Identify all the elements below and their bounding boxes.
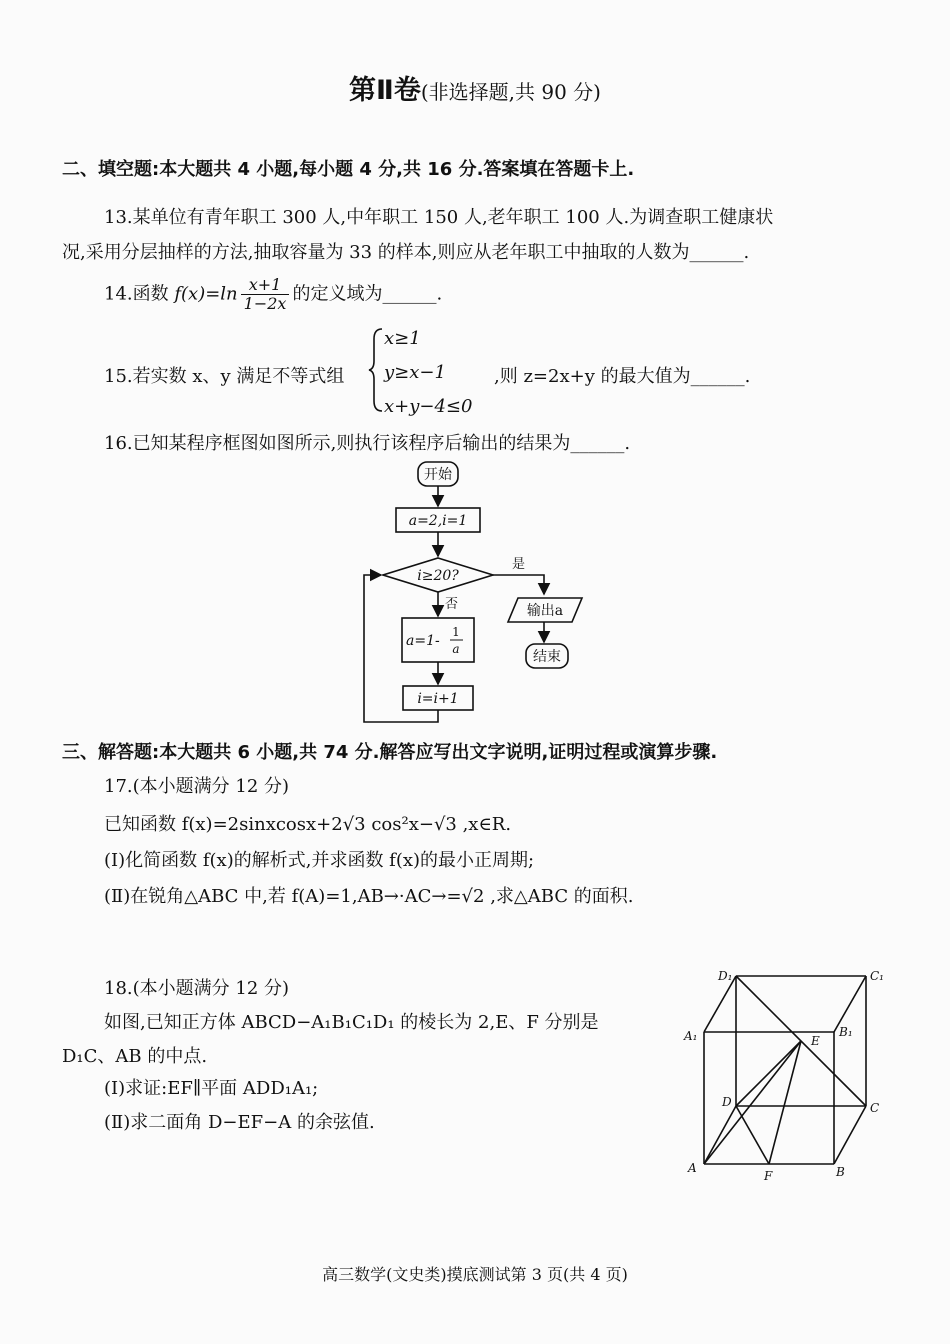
- flow-condition-label: i≥20?: [417, 568, 459, 584]
- q14: [104, 276, 442, 313]
- q15-suffix: ,则 z=2x+y 的最大值为______.: [494, 366, 751, 387]
- q13-line2: 况,采用分层抽样的方法,抽取容量为 33 的样本,则应从老年职工中抽取的人数为______.: [62, 242, 750, 263]
- q15-constraint-3: x+y−4≤0: [384, 396, 473, 417]
- flow-start-label: 开始: [424, 467, 452, 483]
- flow-assign-prefix: a=1-: [406, 633, 440, 649]
- section3-heading: 三、解答题:本大题共 6 小题,共 74 分.解答应写出文字说明,证明过程或演算步骤.: [62, 742, 718, 763]
- cube-label-B: B: [836, 1165, 845, 1179]
- cube-label-F: F: [764, 1169, 773, 1183]
- cube-label-C: C: [870, 1101, 880, 1115]
- cube-label-A1: A₁: [684, 1029, 698, 1043]
- cube-label-B1: B₁: [839, 1025, 853, 1039]
- q13-line1: 13.某单位有青年职工 300 人,中年职工 150 人,老年职工 100 人.为调查职工健康状: [104, 207, 774, 228]
- q17-part2: (Ⅱ)在锐角△ABC 中,若 f(A)=1,AB→·AC→=√2 ,求△ABC 的面积.: [104, 886, 634, 907]
- q15-prefix: 15.若实数 x、y 满足不等式组: [104, 366, 345, 387]
- q14-denominator: 1−2x: [243, 294, 287, 313]
- q14-fraction: [241, 276, 290, 313]
- q17-line1: 已知函数 f(x)=2sinxcosx+2√3 cos²x−√3 ,x∈R.: [104, 814, 512, 835]
- q16-text: 16.已知某程序框图如图所示,则执行该程序后输出的结果为______.: [104, 433, 631, 454]
- section2-heading: 二、填空题:本大题共 4 小题,每小题 4 分,共 16 分.答案填在答题卡上.: [62, 159, 635, 180]
- page-title: [0, 68, 950, 107]
- cube-label-D: D: [722, 1095, 732, 1109]
- q18-part1: (Ⅰ)求证:EF∥平面 ADD₁A₁;: [104, 1078, 319, 1099]
- title-sub: (非选择题,共 90 分): [420, 80, 601, 104]
- q14-suffix: 的定义域为______.: [292, 283, 443, 305]
- cube-label-C1: C₁: [870, 969, 884, 983]
- cube-diagram: [680, 960, 900, 1188]
- q17-part1: (Ⅰ)化简函数 f(x)的解析式,并求函数 f(x)的最小正周期;: [104, 850, 535, 871]
- cube-label-D1: D₁: [718, 969, 733, 983]
- flow-yes-label: 是: [512, 557, 526, 572]
- q18-line1: 如图,已知正方体 ABCD−A₁B₁C₁D₁ 的棱长为 2,E、F 分别是: [104, 1012, 599, 1033]
- flow-output-label: 输出a: [526, 603, 564, 619]
- q15-brace: [368, 327, 384, 413]
- q14-func: f(x)=ln: [174, 283, 238, 305]
- flow-assign-num: 1: [452, 625, 460, 639]
- q17-head: 17.(本小题满分 12 分): [104, 776, 290, 797]
- flow-assign-den: a: [452, 642, 460, 656]
- q14-numerator: x+1: [241, 276, 290, 295]
- q15-constraint-2: y≥x−1: [384, 362, 446, 383]
- q18-head: 18.(本小题满分 12 分): [104, 978, 290, 999]
- flowchart: [350, 456, 610, 728]
- q15-constraint-1: x≥1: [384, 328, 421, 349]
- q18-line2: D₁C、AB 的中点.: [62, 1046, 208, 1067]
- page-footer: 高三数学(文史类)摸底测试第 3 页(共 4 页): [322, 1265, 628, 1284]
- q18-part2: (Ⅱ)求二面角 D−EF−A 的余弦值.: [104, 1112, 375, 1133]
- flow-end-label: 结束: [533, 649, 561, 665]
- flow-init-label: a=2,i=1: [408, 513, 468, 529]
- title-main: 第Ⅱ卷: [349, 75, 421, 106]
- cube-label-E: E: [811, 1034, 820, 1048]
- flow-increment-label: i=i+1: [417, 691, 459, 707]
- flow-no-label: 否: [445, 597, 459, 612]
- cube-label-A: A: [688, 1161, 697, 1175]
- q14-prefix: 14.函数: [104, 283, 175, 305]
